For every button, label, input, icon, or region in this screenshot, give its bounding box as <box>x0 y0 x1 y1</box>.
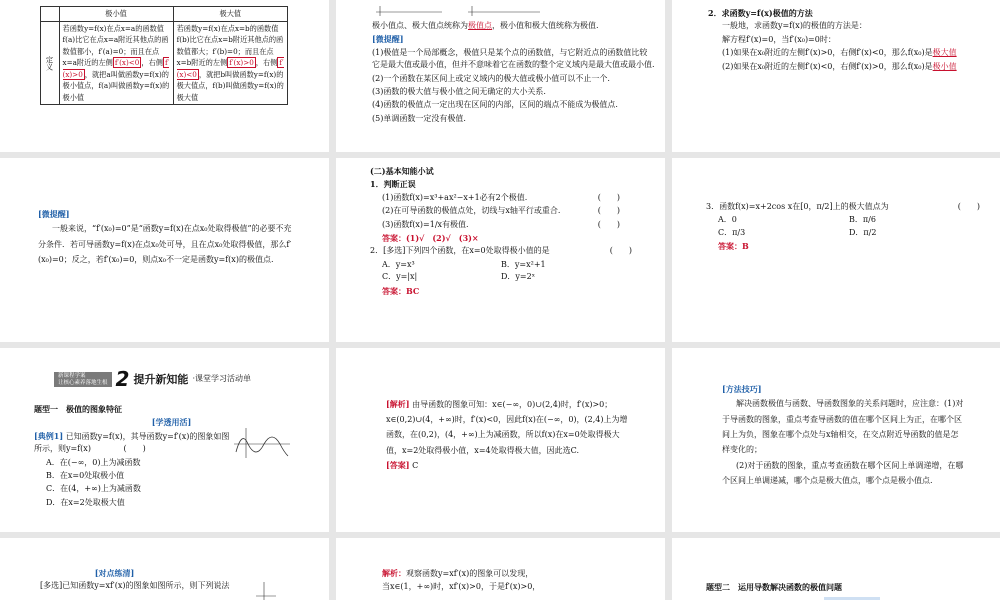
option: D．π/2 <box>849 227 877 237</box>
slide-thumbnail-4[interactable] <box>0 158 329 342</box>
slide-thumbnail-2[interactable] <box>336 0 665 152</box>
option: B．y=x²+1 <box>501 259 546 269</box>
extreme-graph-figure <box>372 6 542 18</box>
section-banner <box>54 364 309 395</box>
option: A．0 <box>718 215 737 225</box>
tip-item: (4)函数的极值点一定出现在区间的内部，区间的端点不能成为极值点. <box>372 100 618 110</box>
option: C．在(4，+∞)上为减函数 <box>46 484 141 494</box>
slide-thumbnail-11[interactable] <box>336 538 665 600</box>
table-corner <box>41 7 60 22</box>
slide-thumbnail-1[interactable] <box>0 0 329 152</box>
method-tips-title: [方法技巧] <box>722 384 762 394</box>
row-label-definition: 定义 <box>41 21 60 105</box>
slide-thumbnail-5[interactable] <box>336 158 665 342</box>
slide-thumbnail-3[interactable] <box>672 0 1000 152</box>
slide-thumbnail-6[interactable] <box>672 158 1000 342</box>
example-1: [典例1] 已知函数y=f(x)，其导函数y=f′(x)的图象如图所示，则y=f(x) ( ) <box>34 430 230 454</box>
method-tips-paragraph: (2)对于函数的图象，重点考查函数在哪个区间上单调递增，在哪个区间上单调递减，哪个点是极大值点，哪个点是极小值点. <box>722 461 964 486</box>
slide-thumbnail-7[interactable] <box>0 348 329 532</box>
solution-text: [解析] 由导函数的图象可知：x∈(−∞，0)∪(2,4)时，f′(x)>0；x∈(0,2)∪(4，+∞)时，f′(x)<0，因此f(x)在(−∞，0)，(2,4)上为增函数，在(0,2)，(4，+∞)上为减函数，所以f(x)在x=0处取得极大值，x=2处取得极小值，x=4处取得极大值，因此选C. <box>386 399 628 455</box>
slide-thumbnail-10[interactable] <box>0 538 329 600</box>
solution-line: 当x∈(1，+∞)时，xf′(x)>0，于是f′(x)>0， <box>382 582 541 592</box>
solution-answer: [答案] C <box>386 459 419 470</box>
header-min: 极小值 <box>59 7 173 22</box>
topic-heading: 题型一 极值的图象特征 <box>34 404 122 414</box>
method-line: (1)如果在x₀附近的左侧f′(x)>0，右侧f′(x)<0，那么f(x₀)是极大值 <box>722 48 957 58</box>
answer-2: 答案：BC <box>382 285 420 296</box>
option: D．在x=2处取极大值 <box>46 497 125 507</box>
tip-item: (2)一个函数在某区间上或定义域内的极大值或极小值可以不止一个. <box>372 73 610 83</box>
option: C．π/3 <box>718 227 746 237</box>
method-heading: 2．求函数y=f(x)极值的方法 <box>708 8 813 18</box>
tip-item: (5)单调函数一定没有极值. <box>372 113 466 123</box>
quiz-heading: (二)基本知能小试 <box>370 166 434 176</box>
option: C．y=|x| <box>382 272 418 282</box>
tip-text: 一般来说，“f′(x₀)=0”是“函数y=f(x)在点x₀处取得极值”的必要不充分条件．若可导函数y=f(x)在点x₀处可导，且在点x₀处取得极值，那么f′(x₀)=0；反之，若f′(x₀)=0，则点x₀不一定是函数y=f(x)的极值点. <box>38 224 292 264</box>
extreme-point-definition: 极小值点、极大值点统称为极值点，极小值和极大值统称为极值. <box>372 21 599 30</box>
method-line: 解方程f′(x)=0，当f′(x₀)=0时： <box>722 34 836 44</box>
slide-thumbnail-9[interactable] <box>672 348 1000 532</box>
derivative-graph-figure <box>232 426 292 460</box>
example-1-options <box>34 457 309 510</box>
judgment-item: (3)函数f(x)=1/x有极值. ( ) <box>382 219 620 229</box>
method-line: 一般地，求函数y=f(x)的极值的方法是： <box>722 21 867 31</box>
question-3-options <box>706 214 980 239</box>
option: A．y=x³ <box>382 259 415 269</box>
question-1: 1．判断正误 <box>370 179 416 190</box>
option: D．y=2ˣ <box>501 272 536 282</box>
tip-item: (1)极值是一个局部概念，极值只是某个点的函数值，与它附近点的函数值比较它是最大值或最小值，但并不意味着它在函数的整个定义域内是最大值或最小值. <box>372 47 655 70</box>
function-graph-figure <box>256 582 276 600</box>
header-max: 极大值 <box>173 7 287 22</box>
option: B．在x=0处取极小值 <box>46 470 125 480</box>
question-3: 3．函数f(x)=x+2cos x在[0，π/2]上的极大值点为 ( ) <box>706 202 980 211</box>
tip-item: (3)函数的极大值与极小值之间无确定的大小关系. <box>372 86 546 96</box>
judgment-item: (2)在可导函数的极值点处，切线与x轴平行或重合. ( ) <box>382 206 620 216</box>
answer-1: 答案：(1)√ (2)√ (3)× <box>382 232 479 243</box>
banner-tag: 新课程学案 让核心素养落地生根 <box>54 372 112 387</box>
tip-title: [微提醒] <box>38 209 70 219</box>
section-label: [对点练清] <box>94 568 135 578</box>
cell-max-definition: 若函数y=f(x)在点x=b的函数值f(b)比它在点x=b附近其他点的函数值都大；f′(b)=0；而且在点x=b附近的左侧 f′(x)>0 ，右侧 f′(x)<0 ，就把b叫做函数y=f(x)的极大值点，f(b)叫做函数y=f(x)的极大值 <box>173 21 287 105</box>
option: A．在(−∞，0)上为减函数 <box>46 457 141 467</box>
section-label: [学透用活] <box>151 417 192 428</box>
cell-min-definition: 若函数y=f(x)在点x=a的函数值f(a)比它在点x=a附近其他点的函数值都小，f′(a)=0；而且在点x=a附近的左侧 f′(x)<0 ，右侧 f′(x)>0 ，就把a叫做函数y=f(x)的极小值点，f(a)叫做函数y=f(x)的极小值 <box>59 21 173 105</box>
method-tips-paragraph: 解决函数极值与函数、导函数图象的关系问题时，应注意：(1)对于导函数的图象，重点考查导函数的值在哪个区间上为正，在哪个区间上为负，图象在哪个点处与x轴相交，在交点附近导函数的值是怎样变化的； <box>722 399 964 454</box>
method-line: (2)如果在x₀附近的左侧f′(x)<0，右侧f′(x)>0，那么f(x₀)是极小值 <box>722 61 957 71</box>
judgment-item: (1)函数f(x)=x³+ax²−x+1必有2个极值. ( ) <box>382 192 620 202</box>
exercise-text: [多选]已知函数y=xf′(x)的图象如图所示，则下列说法 <box>40 581 230 591</box>
tip-title: [微提醒] <box>372 34 404 45</box>
extreme-value-definition-table <box>40 6 288 105</box>
option: B．π/6 <box>849 215 876 225</box>
topic-heading: 题型二 运用导数解决函数的极值问题 <box>706 582 842 592</box>
question-2: 2．[多选]下列四个函数，在x=0处取得极小值的是 ( ) <box>370 246 632 256</box>
solution-line: 解析：观察函数y=xf′(x)的图象可以发现， <box>382 568 534 578</box>
slide-thumbnail-12[interactable] <box>672 538 1000 600</box>
banner-subtitle: ·课堂学习活动单 <box>192 374 251 384</box>
banner-number: 2 <box>115 367 130 391</box>
slide-thumbnail-8[interactable] <box>336 348 665 532</box>
answer-3: 答案：B <box>718 241 749 252</box>
banner-title: 提升新知能 <box>133 372 189 386</box>
question-2-options <box>370 259 620 284</box>
